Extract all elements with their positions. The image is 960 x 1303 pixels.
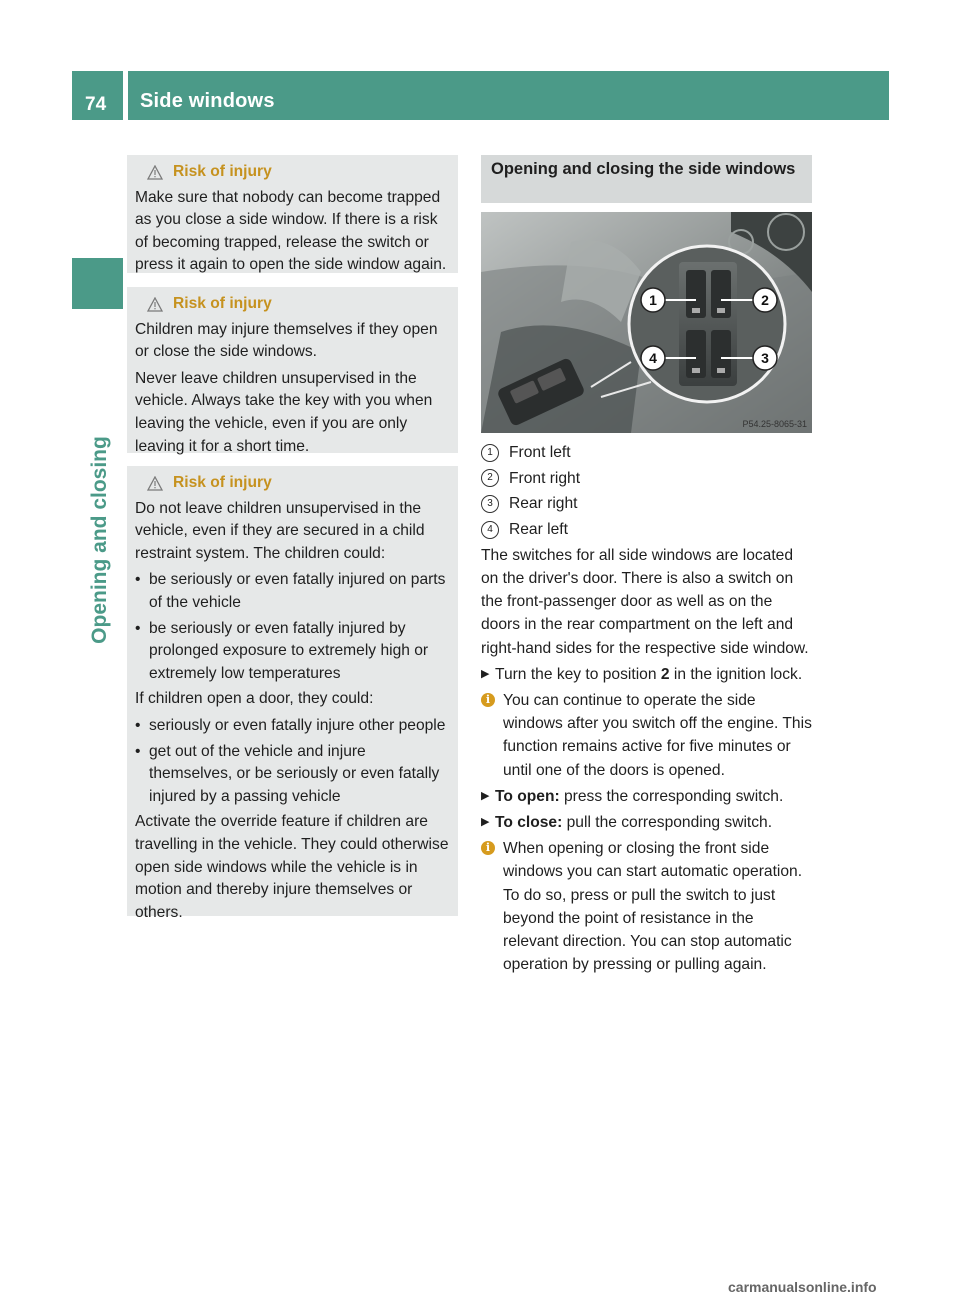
list-item: • be seriously or even fatally injured by prolonged exposure to extremely high or extremely low temperatures (135, 619, 429, 682)
watermark: carmanualsonline.info (728, 1279, 877, 1295)
page-number: 74 (85, 94, 107, 115)
door-switch-photo (481, 212, 812, 433)
callout-number: 4 (481, 521, 499, 539)
instruction-step: ▶ Turn the key to position 2 in the ignition lock. (481, 663, 812, 686)
callout-number: 3 (481, 495, 499, 513)
warning-box-3 (127, 466, 458, 921)
warning-triangle-icon (147, 297, 163, 312)
svg-text:1: 1 (649, 292, 657, 308)
legend-item: 4 Rear left (481, 518, 812, 541)
subsection-heading: Opening and closing the side windows (481, 155, 812, 203)
list-item: • be seriously or even fatally injured on parts of the vehicle (135, 571, 446, 611)
svg-text:3: 3 (761, 350, 769, 366)
photo-code: P54.25-8065-31 (742, 419, 807, 429)
info-icon: i (481, 841, 495, 855)
warning-text: If children open a door, they could: (135, 690, 374, 708)
callout-number: 1 (481, 444, 499, 462)
arrow-right-icon: ▶ (481, 816, 490, 829)
instruction-step: ▶ To close: pull the corresponding switch. (481, 811, 812, 834)
chapter-side-label: Opening and closing (88, 436, 111, 644)
section-title: Side windows (140, 90, 275, 112)
callout-number: 2 (481, 469, 499, 487)
body-paragraph: The switches for all side windows are located on the driver's door. There is also a switch on the front-passenger door as well as on the doors in the rear compartment on the left and right-hand sides for the respective side window. (481, 546, 809, 657)
warning-text: Never leave children unsupervised in the vehicle. Always take the key with you when leaving the vehicle, even if you are only leaving it for a short time. (135, 369, 433, 455)
info-note: i When opening or closing the front side windows you can start automatic operation. To do so, press or pull the switch to just beyond the point of resistance in the relevant direction. You can stop automatic operation by pressing or pulling again. (481, 837, 812, 976)
arrow-right-icon: ▶ (481, 789, 490, 802)
warning-heading: Risk of injury (147, 293, 450, 316)
warning-triangle-icon (147, 165, 163, 180)
warning-text: Children may injure themselves if they open or close the side windows. (135, 320, 438, 361)
chapter-thumb-tab (72, 258, 123, 309)
instruction-step: ▶ To open: press the corresponding switch. (481, 785, 812, 808)
warning-box-2 (127, 287, 458, 453)
svg-text:2: 2 (761, 292, 769, 308)
info-note: i You can continue to operate the side windows after you switch off the engine. This function remains active for five minutes or until one of the doors is opened. (481, 689, 812, 782)
warning-box-1 (127, 155, 458, 273)
warning-triangle-icon (147, 476, 163, 491)
svg-text:4: 4 (649, 350, 657, 366)
legend-item: 1 Front left (481, 441, 812, 464)
door-panel-illustration (481, 212, 812, 433)
arrow-right-icon: ▶ (481, 667, 490, 680)
list-item: • seriously or even fatally injure other people (135, 716, 446, 734)
warning-text: Do not leave children unsupervised in the vehicle, even if they are secured in a child restraint system. The children could: (135, 499, 425, 562)
warning-heading: Risk of injury (147, 161, 450, 184)
warning-text: Make sure that nobody can become trapped as you close a side window. If there is a risk of becoming trapped, release the switch or press it again to open the side window again. (135, 188, 447, 274)
warning-heading: Risk of injury (147, 472, 450, 495)
warning-text: Activate the override feature if children are travelling in the vehicle. They could otherwise open side windows while the vehicle is in motion and thereby injure themselves or others. (135, 813, 449, 921)
legend-item: 2 Front right (481, 467, 812, 490)
info-icon: i (481, 693, 495, 707)
list-item: • get out of the vehicle and injure themselves, or be seriously or even fatally injured by a passing vehicle (135, 742, 440, 805)
legend-item: 3 Rear right (481, 492, 812, 515)
right-column (481, 441, 812, 979)
